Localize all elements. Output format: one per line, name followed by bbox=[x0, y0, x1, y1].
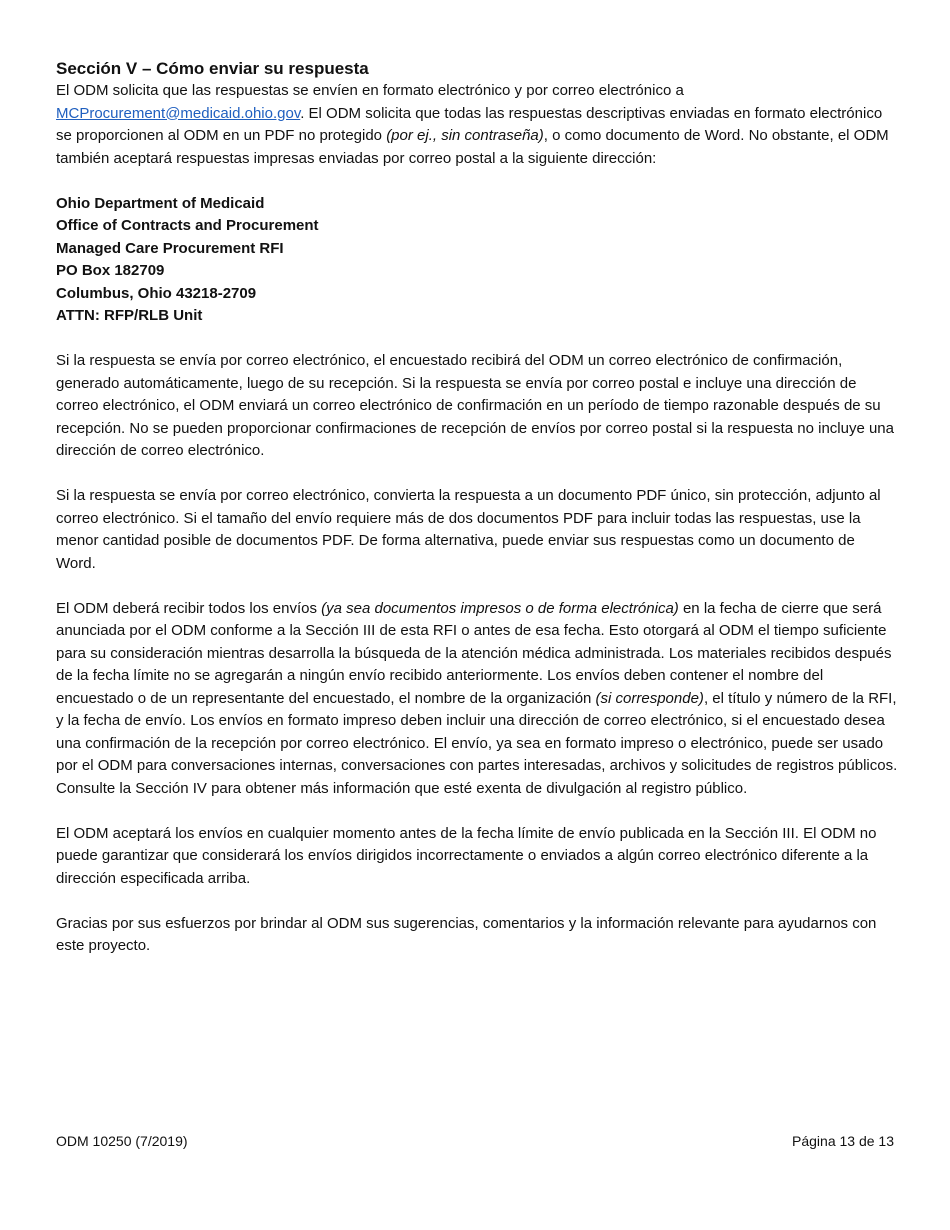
address-line: Office of Contracts and Procurement bbox=[56, 217, 319, 234]
footer-form-id: ODM 10250 (7/2019) bbox=[56, 1133, 188, 1149]
address-line: PO Box 182709 bbox=[56, 262, 165, 279]
thanks-paragraph: Gracias por sus esfuerzos por brindar al ODM sus sugerencias, comentarios y la información relevante para ayudarnos con este proyecto. bbox=[56, 914, 877, 954]
address-line: Managed Care Procurement RFI bbox=[56, 239, 284, 257]
page-footer bbox=[56, 1133, 894, 1149]
section-title: Sección V – Cómo enviar su respuesta bbox=[56, 59, 369, 78]
deadline-italic-1: (ya sea documentos impresos o de forma electrónica) bbox=[321, 599, 679, 617]
deadline-text-1: El ODM deberá recibir todos los envíos bbox=[56, 599, 322, 617]
address-line: Columbus, Ohio 43218-2709 bbox=[56, 284, 257, 302]
procurement-email-link[interactable]: MCProcurement@medicaid.ohio.gov bbox=[56, 104, 301, 122]
intro-text-1: El ODM solicita que las respuestas se envíen en formato electrónico y por correo electrónico a bbox=[56, 82, 684, 99]
pdf-paragraph: Si la respuesta se envía por correo electrónico, convierta la respuesta a un documento PDF único, sin protección, adjunto al correo electrónico. Si el tamaño del envío requiere más de dos documentos PDF para incluir todas las respuestas, use la menor cantidad posible de documentos PDF. De forma alternativa, puede enviar sus respuestas como un documento de Word. bbox=[56, 487, 881, 572]
footer-page-number: Página 13 de 13 bbox=[792, 1133, 894, 1149]
intro-text-2: . El ODM solicita que todas las respuestas descriptivas enviadas en formato electrónico se proporcionen al ODM en un PDF no protegido bbox=[56, 104, 883, 144]
address-line: Ohio Department of Medicaid bbox=[56, 194, 265, 212]
deadline-text-2: en la fecha de cierre que será anunciada por el ODM conforme a la Sección III de esta RFI o antes de esa fecha. Esto otorgará al ODM el tiempo suficiente para su consideración mientras desarrolla la búsqueda de la atención médica administrada. Los materiales recibidos después de la fecha límite no se agregarán a ningún envío recibido anteriormente. Los envíos deben contener el nombre del encuestado o de un representante del encuestado, el nombre de la organización bbox=[56, 599, 892, 707]
deadline-text-3: , el título y número de la RFI, y la fecha de envío. Los envíos en formato impreso deben incluir una dirección de correo electrónico, si el encuestado desea una confirmación de la recepción por correo electrónico. El envío, ya sea en formato impreso o electrónico, puede ser usado por el ODM para conversaciones internas, conversaciones con partes interesadas, archivos y solicitudes de registros públicos. Consulte la Sección IV para obtener más información que esté exenta de divulgación al registro público. bbox=[56, 689, 898, 797]
acceptance-paragraph: El ODM aceptará los envíos en cualquier momento antes de la fecha límite de envío publicada en la Sección III. El ODM no puede garantizar que considerará los envíos dirigidos incorrectamente o enviados a algún correo electrónico diferente a la dirección especificada arriba. bbox=[56, 824, 877, 887]
confirmation-paragraph: Si la respuesta se envía por correo electrónico, el encuestado recibirá del ODM un correo electrónico de confirmación, generado automáticamente, luego de su recepción. Si la respuesta se envía por correo postal e incluye una dirección de correo electrónico, el ODM enviará un correo electrónico de confirmación en un período de tiempo razonable después de su recepción. No se pueden proporcionar confirmaciones de recepción de envíos por correo postal si la respuesta no incluye una dirección de correo electrónico. bbox=[56, 352, 894, 459]
mailing-address bbox=[56, 193, 898, 328]
document-page bbox=[56, 58, 898, 980]
intro-paragraph bbox=[56, 80, 898, 170]
deadline-paragraph bbox=[56, 598, 898, 801]
intro-text-3: , o como documento de Word. No obstante, el ODM también aceptará respuestas impresas enviadas por correo postal a la siguiente dirección: bbox=[56, 127, 889, 167]
intro-italic-note: (por ej., sin contraseña) bbox=[386, 127, 544, 144]
address-line: ATTN: RFP/RLB Unit bbox=[56, 307, 203, 324]
deadline-italic-2: (si corresponde) bbox=[595, 689, 704, 707]
